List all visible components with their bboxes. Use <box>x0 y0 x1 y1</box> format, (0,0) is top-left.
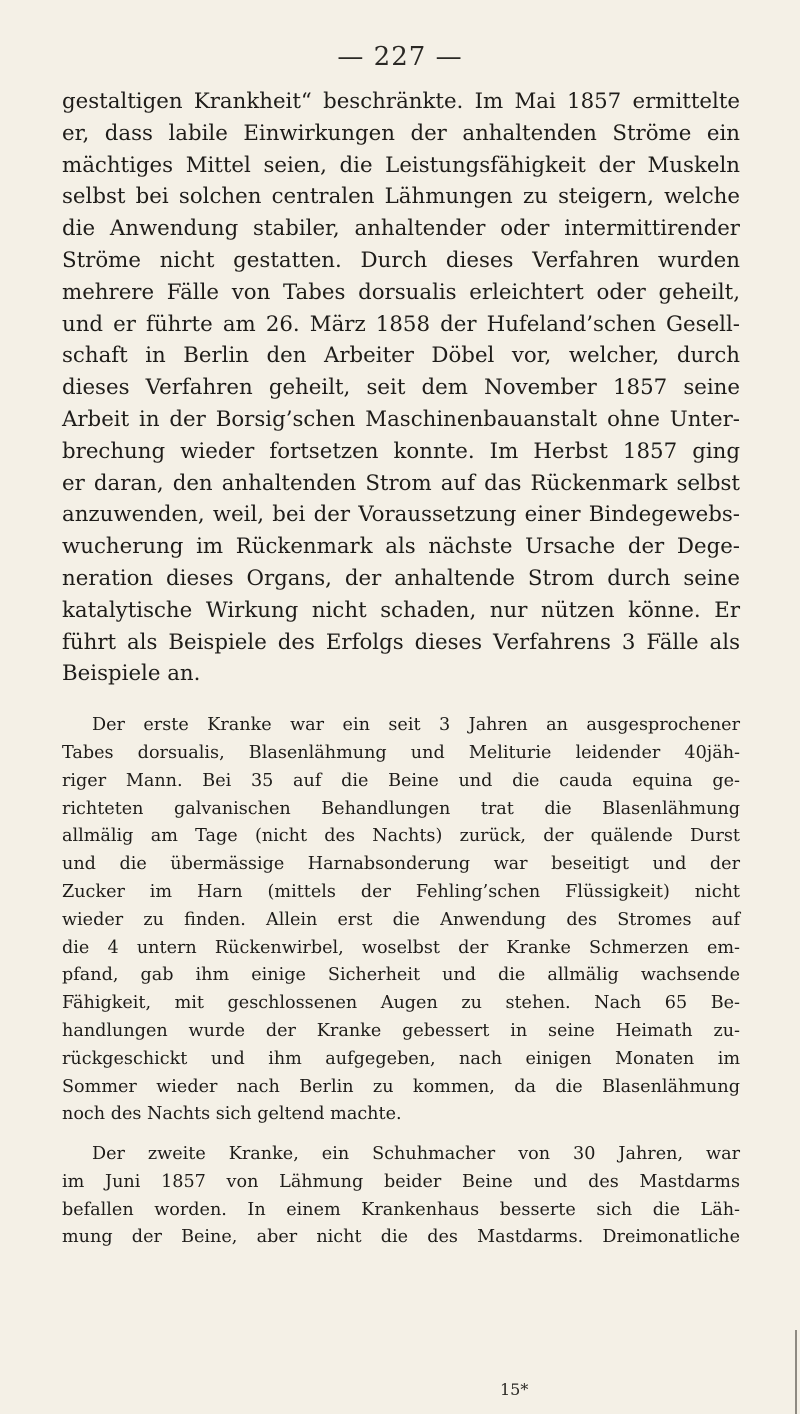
page-edge-divider <box>795 1330 797 1414</box>
text-line: er, dass labile Einwirkungen der anhaltenden Ströme ein <box>62 120 740 146</box>
text-line: Beispiele an. <box>62 661 201 687</box>
text-line: und er führte am 26. März 1858 der Hufeland’schen Gesell- <box>62 311 740 337</box>
text-line: im Juni 1857 von Lähmung beider Beine und des Mastdarms <box>62 1171 740 1192</box>
text-line: rückgeschickt und ihm aufgegeben, nach einigen Monaten im <box>62 1048 740 1069</box>
text-line: riger Mann. Bei 35 auf die Beine und die cauda equina ge- <box>62 770 740 791</box>
text-line: Ströme nicht gestatten. Durch dieses Verfahren wurden <box>62 247 740 273</box>
text-line: die Anwendung stabiler, anhaltender oder intermittirender <box>62 216 740 242</box>
text-line: allmälig am Tage (nicht des Nachts) zurück, der quälende Durst <box>62 826 740 847</box>
main-paragraph <box>62 86 740 690</box>
text-line: richteten galvanischen Behandlungen trat die Blasenlähmung <box>62 798 740 819</box>
text-line: Der zweite Kranke, ein Schuhmacher von 30 Jahren, war <box>92 1144 740 1165</box>
text-line: führt als Beispiele des Erfolgs dieses Verfahrens 3 Fälle als <box>62 629 740 655</box>
text-line: noch des Nachts sich geltend machte. <box>62 1104 402 1125</box>
text-line: befallen worden. In einem Krankenhaus besserte sich die Läh- <box>62 1199 740 1220</box>
text-line: katalytische Wirkung nicht schaden, nur nützen könne. Er <box>62 597 740 623</box>
case-one-paragraph <box>62 712 740 1129</box>
text-line: selbst bei solchen centralen Lähmungen zu steigern, welche <box>62 184 740 210</box>
text-line: pfand, gab ihm einige Sicherheit und die allmälig wachsende <box>62 965 740 986</box>
signature-mark: 15* <box>500 1380 529 1399</box>
text-line: brechung wieder fortsetzen konnte. Im Herbst 1857 ging <box>62 438 740 464</box>
text-line: er daran, den anhaltenden Strom auf das Rückenmark selbst <box>62 470 740 496</box>
text-line: Sommer wieder nach Berlin zu kommen, da die Blasenlähmung <box>62 1076 740 1097</box>
text-line: Tabes dorsualis, Blasenlähmung und Meliturie leidender 40jäh- <box>62 742 740 763</box>
text-line: mung der Beine, aber nicht die des Mastdarms. Dreimonatliche <box>62 1227 740 1248</box>
text-line: schaft in Berlin den Arbeiter Döbel vor, welcher, durch <box>62 343 740 369</box>
text-line: wucherung im Rückenmark als nächste Ursache der Dege- <box>62 534 740 560</box>
text-line: anzuwenden, weil, bei der Voraussetzung einer Bindegewebs- <box>62 502 740 528</box>
text-line: Arbeit in der Borsig’schen Maschinenbauanstalt ohne Unter- <box>62 406 740 432</box>
text-line: Der erste Kranke war ein seit 3 Jahren an ausgesprochener <box>92 715 740 736</box>
text-line: mächtiges Mittel seien, die Leistungsfähigkeit der Muskeln <box>62 152 740 178</box>
case-reports <box>62 712 740 1252</box>
text-line: dieses Verfahren geheilt, seit dem November 1857 seine <box>62 375 740 401</box>
text-line: Fähigkeit, mit geschlossenen Augen zu stehen. Nach 65 Be- <box>62 993 740 1014</box>
text-line: gestaltigen Krankheit“ beschränkte. Im Mai 1857 ermittelte <box>62 89 740 114</box>
text-line: die 4 untern Rückenwirbel, woselbst der Kranke Schmerzen em- <box>62 937 740 958</box>
text-line: Zucker im Harn (mittels der Fehling’schen Flüssigkeit) nicht <box>62 881 740 902</box>
text-line: und die übermässige Harnabsonderung war beseitigt und der <box>62 854 740 875</box>
case-two-paragraph <box>62 1141 740 1252</box>
page-number: — 227 — <box>337 42 463 72</box>
text-line: neration dieses Organs, der anhaltende Strom durch seine <box>62 565 740 591</box>
text-line: wieder zu finden. Allein erst die Anwendung des Stromes auf <box>62 909 740 930</box>
text-line: handlungen wurde der Kranke gebessert in seine Heimath zu- <box>62 1020 740 1041</box>
page-body <box>62 86 740 1252</box>
text-line: mehrere Fälle von Tabes dorsualis erleichtert oder geheilt, <box>62 279 740 305</box>
